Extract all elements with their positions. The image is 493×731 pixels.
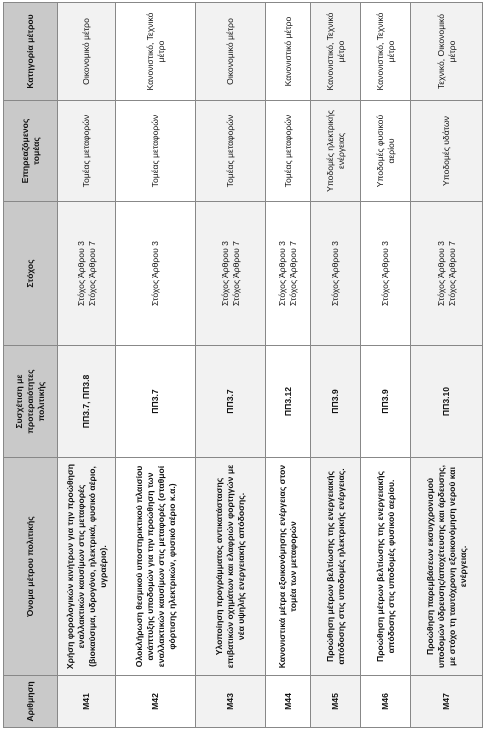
row-relation: ΠΠ3.7 [196,346,266,458]
goal-line: Στόχος Άρθρου 7 [446,241,457,306]
goal-line: Στόχος Άρθρου 3 [380,241,390,306]
header-name: Όνομα μέτρου πολιτικής [4,458,58,676]
row-goal [361,202,411,346]
header-number: Αριθμηση [4,676,58,728]
row-measure-name: Ολοκλήρωση θεσμικού υποστηρικτικού πλαισίου ανάπτυξης υποδομών για την προώθηση των εναλλακτικών καυσίμων στις μεταφορές (σταθμοί φόρτισης ηλεκτρικών, φυσικό αέριο κ.α.) [116,458,196,676]
row-number: M41 [58,676,116,728]
row-goal [116,202,196,346]
header-sector: Επηρεαζόμενος τομέας [4,101,58,202]
row-number: M45 [311,676,361,728]
goal-line: Στόχος Άρθρου 3 [150,241,160,306]
row-relation: ΠΠ3.9 [361,346,411,458]
table-row [411,3,483,728]
row-category: Κανονιστικό μέτρο [266,3,311,101]
goal-line: Στόχος Άρθρου 3 [330,241,340,306]
row-measure-name: Προώθηση μέτρων βελτίωσης της ενεργειακής απόδοσης στις υποδομές ηλεκτρικής ενέργειας. [311,458,361,676]
row-category: Τεχνικό, Οικονομικό μέτρο [411,3,483,101]
table-row [58,3,116,728]
goal-line: Στόχος Άρθρου 7 [230,241,241,306]
row-measure-name: Προώθηση μέτρων βελτίωσης της ενεργειακής απόδοσης στις υποδομές φυσικού αερίου. [361,458,411,676]
row-sector: Τομέας μεταφορών [266,101,311,202]
goal-line: Στόχος Άρθρου 3 [75,241,86,306]
row-number: M43 [196,676,266,728]
row-category: Κανονιστικό, Τεχνικό μέτρο [361,3,411,101]
table-header-row [4,3,58,728]
goal-line: Στόχος Άρθρου 3 [435,241,446,306]
row-sector: Υποδομές υδάτων [411,101,483,202]
row-goal [58,202,116,346]
row-goal [266,202,311,346]
row-number: M46 [361,676,411,728]
row-goal [196,202,266,346]
goal-line: Στόχος Άρθρου 7 [288,241,298,306]
table-row [196,3,266,728]
goal-line: Στόχος Άρθρου 3 [277,241,287,306]
goal-line: Στόχος Άρθρου 7 [86,241,97,306]
row-sector: Υποδομές φυσικού αερίου [361,101,411,202]
goal-line: Στόχος Άρθρου 3 [219,241,230,306]
row-category: Κανονιστικό, Τεχνικό μέτρο [311,3,361,101]
row-relation: ΠΠ3.10 [411,346,483,458]
row-relation: ΠΠ3.12 [266,346,311,458]
table-row [266,3,311,728]
row-number: M42 [116,676,196,728]
row-relation: ΠΠ3.9 [311,346,361,458]
table-row [361,3,411,728]
row-measure-name: Χρήση φορολογικών κινήτρων για την προώθηση εναλλακτικών καυσίμων στις μεταφορές (βιοκαύσιμα, υδρογόνο, ηλεκτρικά, φυσικό αέριο, υγραέριο). [58,458,116,676]
header-goal: Στόχος [4,202,58,346]
row-goal [411,202,483,346]
policy-measures-table [3,2,483,728]
table-row [311,3,361,728]
row-category: Οικονομικό μέτρο [196,3,266,101]
row-number: M47 [411,676,483,728]
row-sector: Τομέας μεταφορών [116,101,196,202]
header-category: Κατηγορία μέτρου [4,3,58,101]
row-sector: Τομέας μεταφορών [58,101,116,202]
table-row [116,3,196,728]
header-relation: Συσχέτιση με προτεραιότητες πολιτικής [4,346,58,458]
row-measure-name: Κανονιστικά μέτρα εξοικονόμησης ενέργειας στον τομέα των μεταφορών [266,458,311,676]
row-number: M44 [266,676,311,728]
row-goal [311,202,361,346]
row-measure-name: Υλοποίηση προγράμματος αντικατάστασης επιβατικών οχημάτων και ελαφριών φορτηγών με νέα υψηλής ενεργειακής απόδοσης. [196,458,266,676]
row-measure-name: Προώθηση παρεμβάσεων εκσυγχρονισμού υποδομών ύδρευσης/αποχέτευσης και άρδευσης, με στόχο τη ταυτόχρονη εξοικονόμηση νερού και ενέργειας. [411,458,483,676]
row-sector: Υποδομές ηλεκτρικής ενέργειας [311,101,361,202]
row-category: Οικονομικό μέτρο [58,3,116,101]
row-relation: ΠΠ3.7, ΠΠ3.8 [58,346,116,458]
row-sector: Τομέας μεταφορών [196,101,266,202]
row-relation: ΠΠ3.7 [116,346,196,458]
row-category: Κανονιστικό, Τεχνικό μέτρο [116,3,196,101]
